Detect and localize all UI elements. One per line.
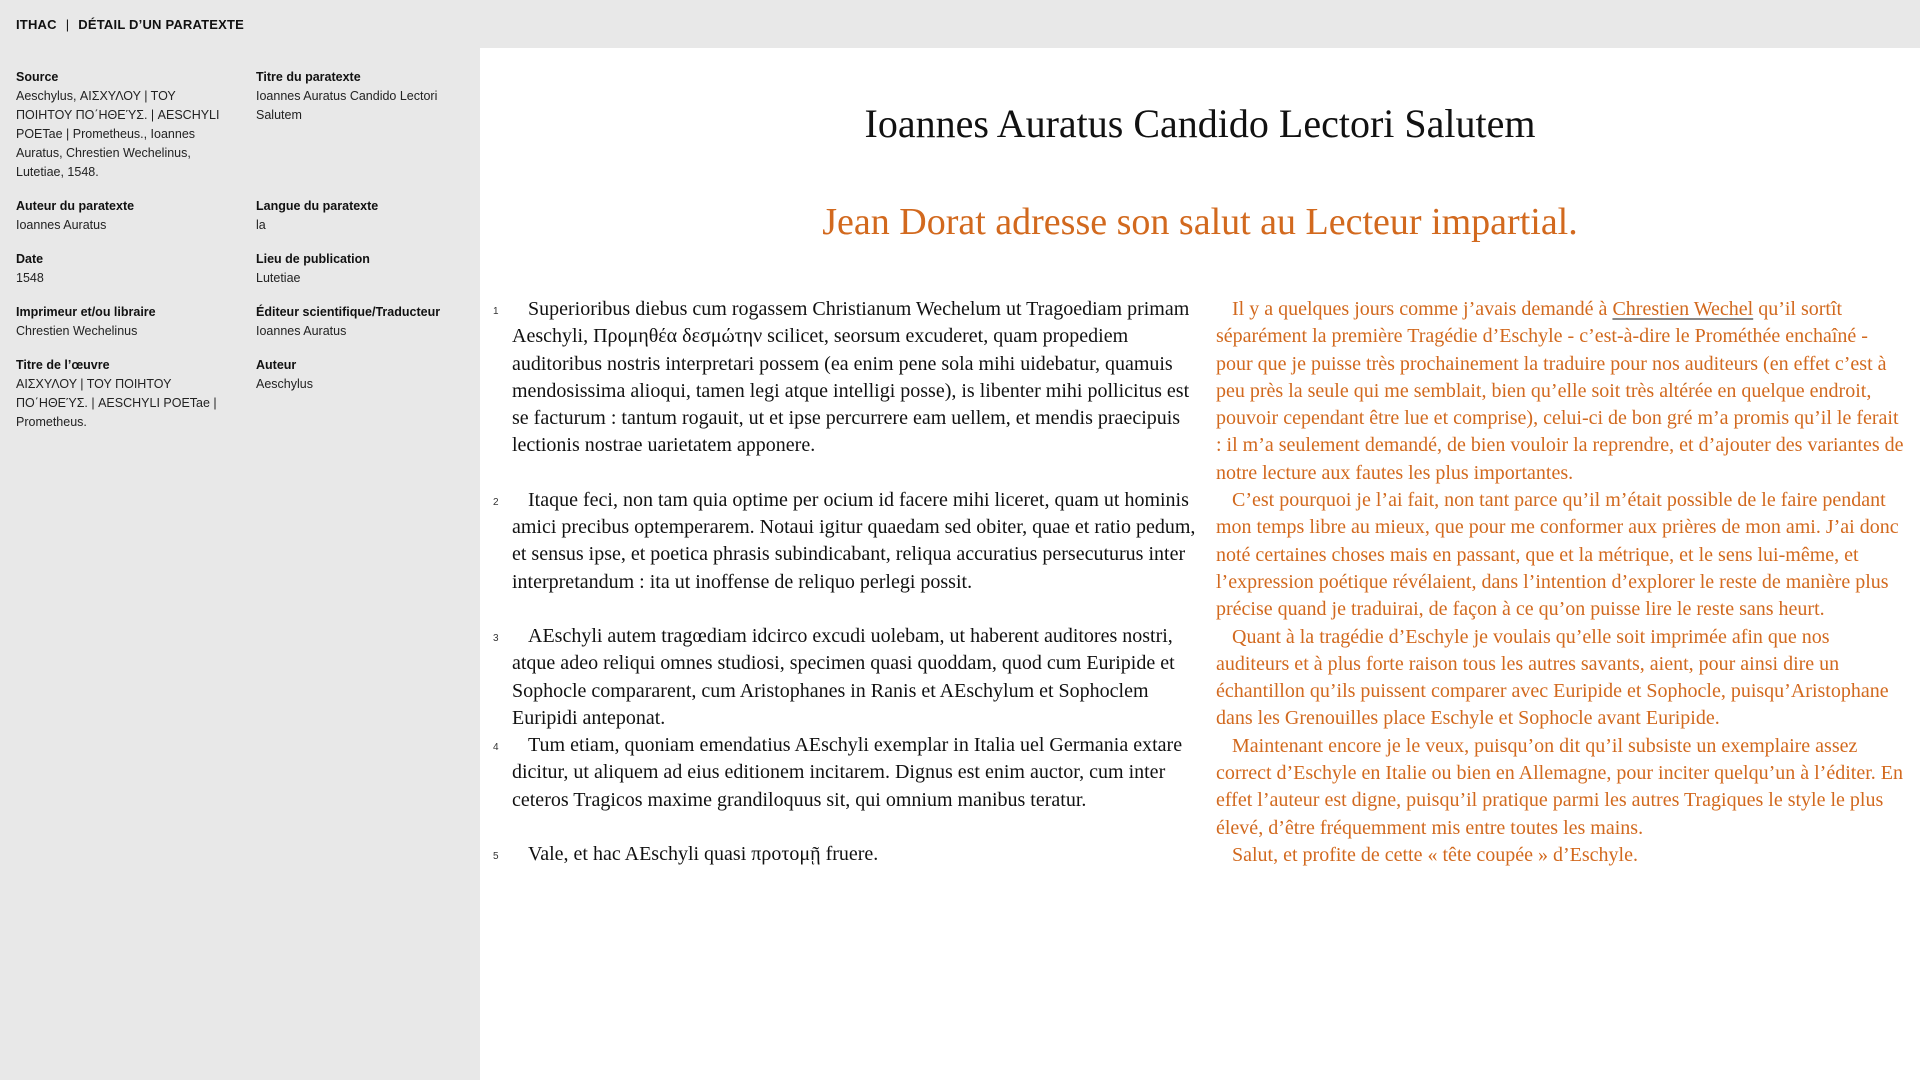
- meta-source-value: Aeschylus, ΑΙΣΧΥΛΟΥ | ΤΟΥ ΠΟΙΗΤΟΥ ΠΟ΄ΗΘΕΎΣ. | AESCHYLI POETae | Prometheus., Ioannes Auratus, Chrestien Wechelinus, Lutetiae, 1548.: [16, 89, 220, 179]
- paratext-translated-title: Jean Dorat adresse son salut au Lecteur impartial.: [822, 201, 1578, 243]
- meta-titre-paratexte: [256, 68, 472, 182]
- latin-paragraph-text: Tum etiam, quoniam emendatius AEschyli exemplar in Italia uel Germania extare dicitur, ut aliquem ad eius editionem incitarem. Dignus est enim auctor, cum inter ceteros Tragicos maxime grandiloquus sit, qui omnium manibus teratur.: [512, 734, 1183, 811]
- latin-paragraph: [490, 732, 1196, 814]
- top-bar: [0, 0, 1920, 48]
- latin-paragraph: [490, 841, 1196, 868]
- meta-auteur: [256, 356, 472, 432]
- meta-titre-oeuvre-label: Titre de l’œuvre: [16, 358, 110, 372]
- meta-editeur-label: Éditeur scientifique/Traducteur: [256, 305, 441, 319]
- french-paragraph: [1216, 733, 1906, 842]
- meta-langue-paratexte: [256, 197, 472, 235]
- latin-paragraph-text: AEschyli autem tragœdiam idcirco excudi uolebam, ut haberent auditores nostri, atque adeo reliqui omnes studiosi, specimen quasi quoddam, quod cum Euripide et Sophocle compararent, cum Aristophanes in Ranis et AEschylum et Sophoclem Euripidi anteponat.: [512, 624, 1175, 729]
- latin-paragraph-text: Itaque feci, non tam quia optime per ocium id facere mihi liceret, quam ut hominis amici precibus optemperarem. Notaui igitur quaedam sed obiter, quae et ratio pedum, et sensus ipse, et poetica phrasis subindicabant, reliqua accuratius persecuturus inter interpretandum : ita ut inoffense de reliquo perlegi possit.: [512, 488, 1196, 593]
- french-paragraph: [1216, 842, 1906, 869]
- meta-date: [16, 250, 256, 288]
- latin-paragraph: [490, 623, 1196, 732]
- page-section-title: DÉTAIL D’UN PARATEXTE: [78, 16, 245, 32]
- meta-auteur-paratexte: [16, 197, 256, 235]
- latin-paragraph-text: Superioribus diebus cum rogassem Christianum Wechelum ut Tragoediam primam Aeschyli, Προμηθέα δεσμώτην scilicet, seorsum excuderet, quam propediem auditoribus nostris interpretari possem (ea enim pene sola mihi uidebatur, quamuis mendosissima alioqui, tamen legi atque intelligi posse), is libenter mihi pollicitus est se facturum : tantum rogauit, ut et ipse percurrere eam uellem, et mendis praecipuis lectionis nostrae uarietatem apponere.: [512, 298, 1190, 457]
- meta-auteur-value: Aeschylus: [256, 377, 313, 391]
- meta-titre-paratexte-value: Ioannes Auratus Candido Lectori Salutem: [256, 89, 438, 122]
- meta-imprimeur-label: Imprimeur et/ou libraire: [16, 305, 156, 319]
- meta-imprimeur-value: Chrestien Wechelinus: [16, 324, 138, 338]
- french-paragraph-text: Salut, et profite de cette « tête coupée » d’Eschyle.: [1232, 843, 1638, 866]
- french-text-after-link: qu’il sortît séparément la première Tragédie d’Eschyle - c’est-à-dire le Prométhée enchaîné - pour que je puisse très prochainement la traduire pour nos auditeurs (en effet c’est à peu près la seule qui me semblait, bien qu’elle soit très altérée en quelque endroit, pouvoir cependant être lue et comprise), celui-ci de bon gré m’a promis qu’il le ferait : il m’a seulement demandé, de bien vouloir la reprendre, et d’ajouter des variantes de notre lecture aux fautes les plus importantes.: [1216, 298, 1904, 484]
- french-paragraph-text: [1216, 296, 1906, 487]
- app-name[interactable]: ITHAC: [16, 16, 57, 32]
- latin-paragraph: [490, 296, 1196, 460]
- french-paragraph: [1216, 296, 1906, 487]
- paragraph-number: 3: [493, 632, 499, 644]
- meta-editeur-value: Ioannes Auratus: [256, 324, 347, 338]
- header-separator: |: [65, 16, 70, 32]
- french-paragraph: [1216, 487, 1906, 623]
- paragraph-number: 4: [493, 742, 499, 754]
- paratext-content: [480, 48, 1920, 1080]
- latin-paragraph-text: Vale, et hac AEschyli quasi προτομῇ fruere.: [528, 843, 879, 866]
- meta-editeur: [256, 303, 472, 341]
- latin-paragraph: [490, 487, 1196, 596]
- french-paragraph-text: C’est pourquoi je l’ai fait, non tant parce qu’il m’était possible de le faire pendant mon temps libre au mieux, que pour me conformer aux prières de mon ami. J’ai donc noté certaines choses mais en passant, que et la métrique, et le sens lui-même, et l’expression poétique révélaient, dans l’intention d’explorer le reste de manière plus précise quand je traduirai, de façon à ce qu’on puisse lire le reste sans heurt.: [1216, 489, 1899, 621]
- meta-langue-paratexte-value: la: [256, 218, 266, 232]
- french-paragraph: [1216, 624, 1906, 733]
- metadata-grid: [16, 68, 464, 432]
- paragraph-number: 5: [493, 851, 499, 863]
- meta-titre-oeuvre: [16, 356, 256, 432]
- meta-date-value: 1548: [16, 271, 44, 285]
- paratext-title: Ioannes Auratus Candido Lectori Salutem: [864, 101, 1536, 146]
- meta-auteur-paratexte-value: Ioannes Auratus: [16, 218, 107, 232]
- paragraph-number: 1: [493, 306, 499, 317]
- meta-source: [16, 68, 256, 182]
- latin-text-column: [490, 296, 1196, 868]
- meta-lieu-publication-value: Lutetiae: [256, 271, 301, 285]
- metadata-sidebar: [0, 48, 480, 1080]
- french-paragraph-text: Maintenant encore je le veux, puisqu’on dit qu’il subsiste un exemplaire assez correct d’Eschyle en Italie ou bien en Allemagne, pour inciter quelqu’un à l’éditer. En effet l’auteur est digne, puisqu’il pratique parmi les autres Tragiques le style le plus élevé, d’être fréquemment mis entre toutes les mains.: [1216, 734, 1903, 839]
- meta-source-label: Source: [16, 70, 59, 84]
- paragraph-number: 2: [493, 496, 499, 508]
- meta-auteur-paratexte-label: Auteur du paratexte: [16, 199, 135, 213]
- french-paragraph-text: Quant à la tragédie d’Eschyle je voulais qu’elle soit imprimée afin que nos auditeurs et à plus forte raison tous les autres savants, aient, pour ainsi dire un échantillon qu’ils puissent comparer avec Euripide et Sophocle, puisqu’Aristophane dans les Grenouilles place Eschyle et Sophocle avant Euripide.: [1216, 625, 1889, 730]
- meta-imprimeur: [16, 303, 256, 341]
- meta-lieu-publication: [256, 250, 472, 288]
- meta-auteur-label: Auteur: [256, 358, 297, 372]
- person-link-chrestien-wechel[interactable]: Chrestien Wechel: [1612, 298, 1754, 320]
- french-translation-column: [1216, 296, 1906, 869]
- meta-date-label: Date: [16, 252, 44, 266]
- french-text-before-link: Il y a quelques jours comme j’avais demandé à: [1232, 298, 1613, 320]
- meta-titre-oeuvre-value: ΑΙΣΧΥΛΟΥ | ΤΟΥ ΠΟΙΗΤΟΥ ΠΟ΄ΗΘΕΎΣ. | AESCHYLI POETae | Prometheus.: [16, 377, 217, 429]
- meta-lieu-publication-label: Lieu de publication: [256, 252, 370, 266]
- meta-titre-paratexte-label: Titre du paratexte: [256, 70, 361, 84]
- meta-langue-paratexte-label: Langue du paratexte: [256, 199, 379, 213]
